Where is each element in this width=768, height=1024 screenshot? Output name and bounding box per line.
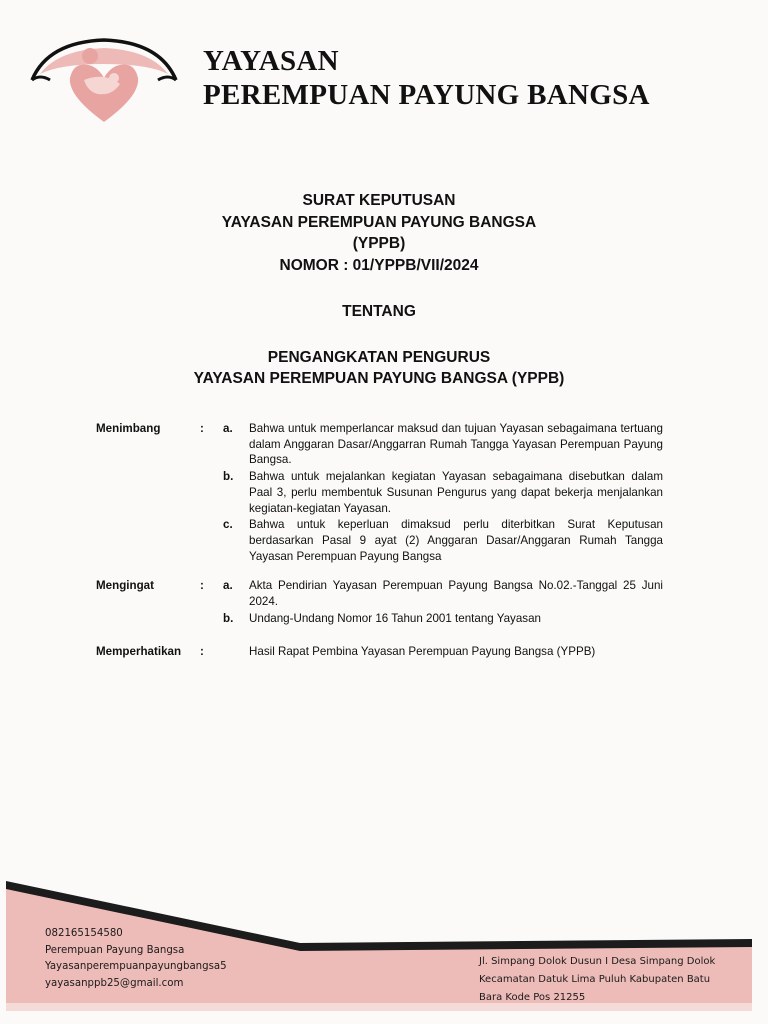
item-text: Bahwa untuk memperlancar maksud dan tujuan Yayasan sebagaimana tertuang dalam Anggaran Dasar/Anggarran Rumah Tangga Yayasan Perempuan Payung Bangsa. (249, 422, 663, 467)
menimbang-colon: : (200, 422, 204, 435)
memperhatikan-text: Hasil Rapat Pembina Yayasan Perempuan Payung Bangsa (YPPB) (249, 645, 596, 659)
email-address: yayasanppb25@gmail.com (45, 977, 184, 989)
item-letter: b. (223, 611, 234, 625)
facebook-name: Perempuan Payung Bangsa (45, 944, 185, 956)
mengingat-colon: : (200, 579, 204, 593)
address-line1: Jl. Simpang Dolok Dusun I Desa Simpang Dolok (479, 956, 716, 967)
item-text: Undang-Undang Nomor 16 Tahun 2001 tentang Yayasan (249, 611, 541, 625)
item-text: Akta Pendirian Yayasan Perempuan Payung Bangsa No.02.-Tanggal 25 Juni 2024. (249, 579, 663, 609)
list-item (223, 421, 676, 468)
instagram-handle: Yayasanperempuanpayungbangsa5 (45, 961, 227, 973)
list-item (223, 611, 676, 627)
list-item (223, 469, 676, 516)
decree-title (84, 190, 674, 390)
phone-number: 082165154580 (45, 928, 123, 939)
item-letter: a. (223, 422, 233, 435)
org-name-line1: YAYASAN (203, 45, 339, 77)
title-line1: SURAT KEPUTUSAN (302, 192, 456, 209)
umbrella-mother-child-logo (28, 34, 180, 126)
section-mengingat (96, 578, 676, 626)
list-item (223, 578, 676, 609)
section-memperhatikan (96, 644, 676, 660)
tentang-heading: TENTANG (342, 303, 416, 320)
decree-body (96, 421, 676, 660)
title-line2: YAYASAN PEREMPUAN PAYUNG BANGSA (221, 213, 537, 231)
item-text: Bahwa untuk mejalankan kegiatan Yayasan sebagaimana disebutkan dalam Paal 3, perlu membentuk Susunan Pengurus yang dapat bekerja menjalankan kegiatan-kegiatan Yayasan. (249, 470, 663, 515)
contact-info (45, 926, 227, 992)
memperhatikan-label: Memperhatikan (96, 645, 182, 659)
address-line3: Bara Kode Pos 21255 (479, 992, 586, 1003)
subject-line1: PENGANGKATAN PENGURUS (267, 348, 491, 366)
decree-number: NOMOR : 01/YPPB/VII/2024 (279, 256, 479, 274)
organization-name (203, 44, 650, 112)
memperhatikan-colon: : (200, 645, 204, 659)
title-line3: (YPPB) (352, 235, 406, 252)
item-text: Bahwa untuk keperluan dimaksud perlu diterbitkan Surat Keputusan berdasarkan Pasal 9 ayat (2) Anggaran Dasar/Anggaran Rumah Tangga Yayasan Perempuan Payung Bangsa (249, 518, 663, 563)
office-address (479, 953, 715, 1007)
subject-line2: YAYASAN PEREMPUAN PAYUNG BANGSA (YPPB) (193, 370, 565, 387)
mengingat-label: Mengingat (96, 579, 154, 593)
list-item (223, 517, 676, 564)
section-menimbang (96, 421, 676, 564)
address-line2: Kecamatan Datuk Lima Puluh Kabupaten Batu (479, 974, 711, 985)
item-letter: a. (223, 579, 233, 593)
item-letter: c. (223, 518, 233, 532)
org-name-line2: PEREMPUAN PAYUNG BANGSA (203, 79, 650, 111)
menimbang-label: Menimbang (96, 422, 161, 435)
item-letter: b. (223, 470, 234, 484)
